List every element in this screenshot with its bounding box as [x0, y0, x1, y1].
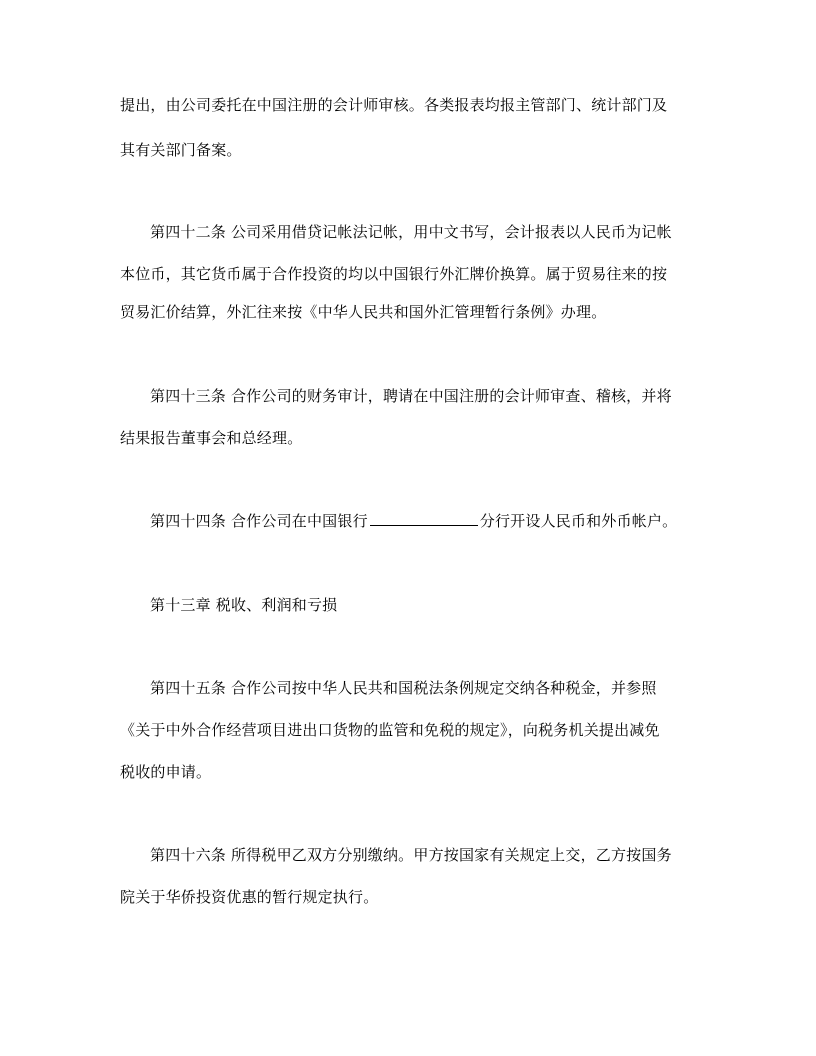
bank-branch-blank [370, 511, 478, 526]
article-43-line-2: 结果报告董事会和总经理。 [120, 429, 303, 447]
article-41-line-2: 其有关部门备案。 [120, 141, 242, 159]
article-44-text-after: 分行开设人民币和外币帐户。 [479, 512, 678, 530]
article-45-line-1: 第四十五条 合作公司按中华人民共和国税法条例规定交纳各种税金，并参照 [150, 679, 657, 697]
article-41-line-1: 提出，由公司委托在中国注册的会计师审核。各类报表均报主管部门、统计部门及 [120, 96, 668, 114]
article-44-text-before: 第四十四条 合作公司在中国银行 [150, 512, 368, 530]
article-45-line-2: 《关于中外合作经营项目进出口货物的监管和免税的规定》，向税务机关提出减免 [120, 721, 660, 739]
article-42-line-1: 第四十二条 公司采用借贷记帐法记帐，用中文书写，会计报表以人民币为记帐 [150, 223, 672, 241]
article-45-line-3: 税收的申请。 [120, 763, 212, 781]
article-42-line-2: 本位币，其它货币属于合作投资的均以中国银行外汇牌价换算。属于贸易往来的按 [120, 265, 668, 283]
article-44-line-1 [150, 511, 677, 531]
chapter-13-heading: 第十三章 税收、利润和亏损 [150, 596, 338, 614]
article-46-line-2: 院关于华侨投资优惠的暂行规定执行。 [120, 888, 379, 906]
article-42-line-3: 贸易汇价结算，外汇往来按《中华人民共和国外汇管理暂行条例》办理。 [120, 303, 607, 321]
article-46-line-1: 第四十六条 所得税甲乙双方分别缴纳。甲方按国家有关规定上交，乙方按国务 [150, 846, 672, 864]
article-43-line-1: 第四十三条 合作公司的财务审计，聘请在中国注册的会计师审查、稽核，并将 [150, 387, 672, 405]
